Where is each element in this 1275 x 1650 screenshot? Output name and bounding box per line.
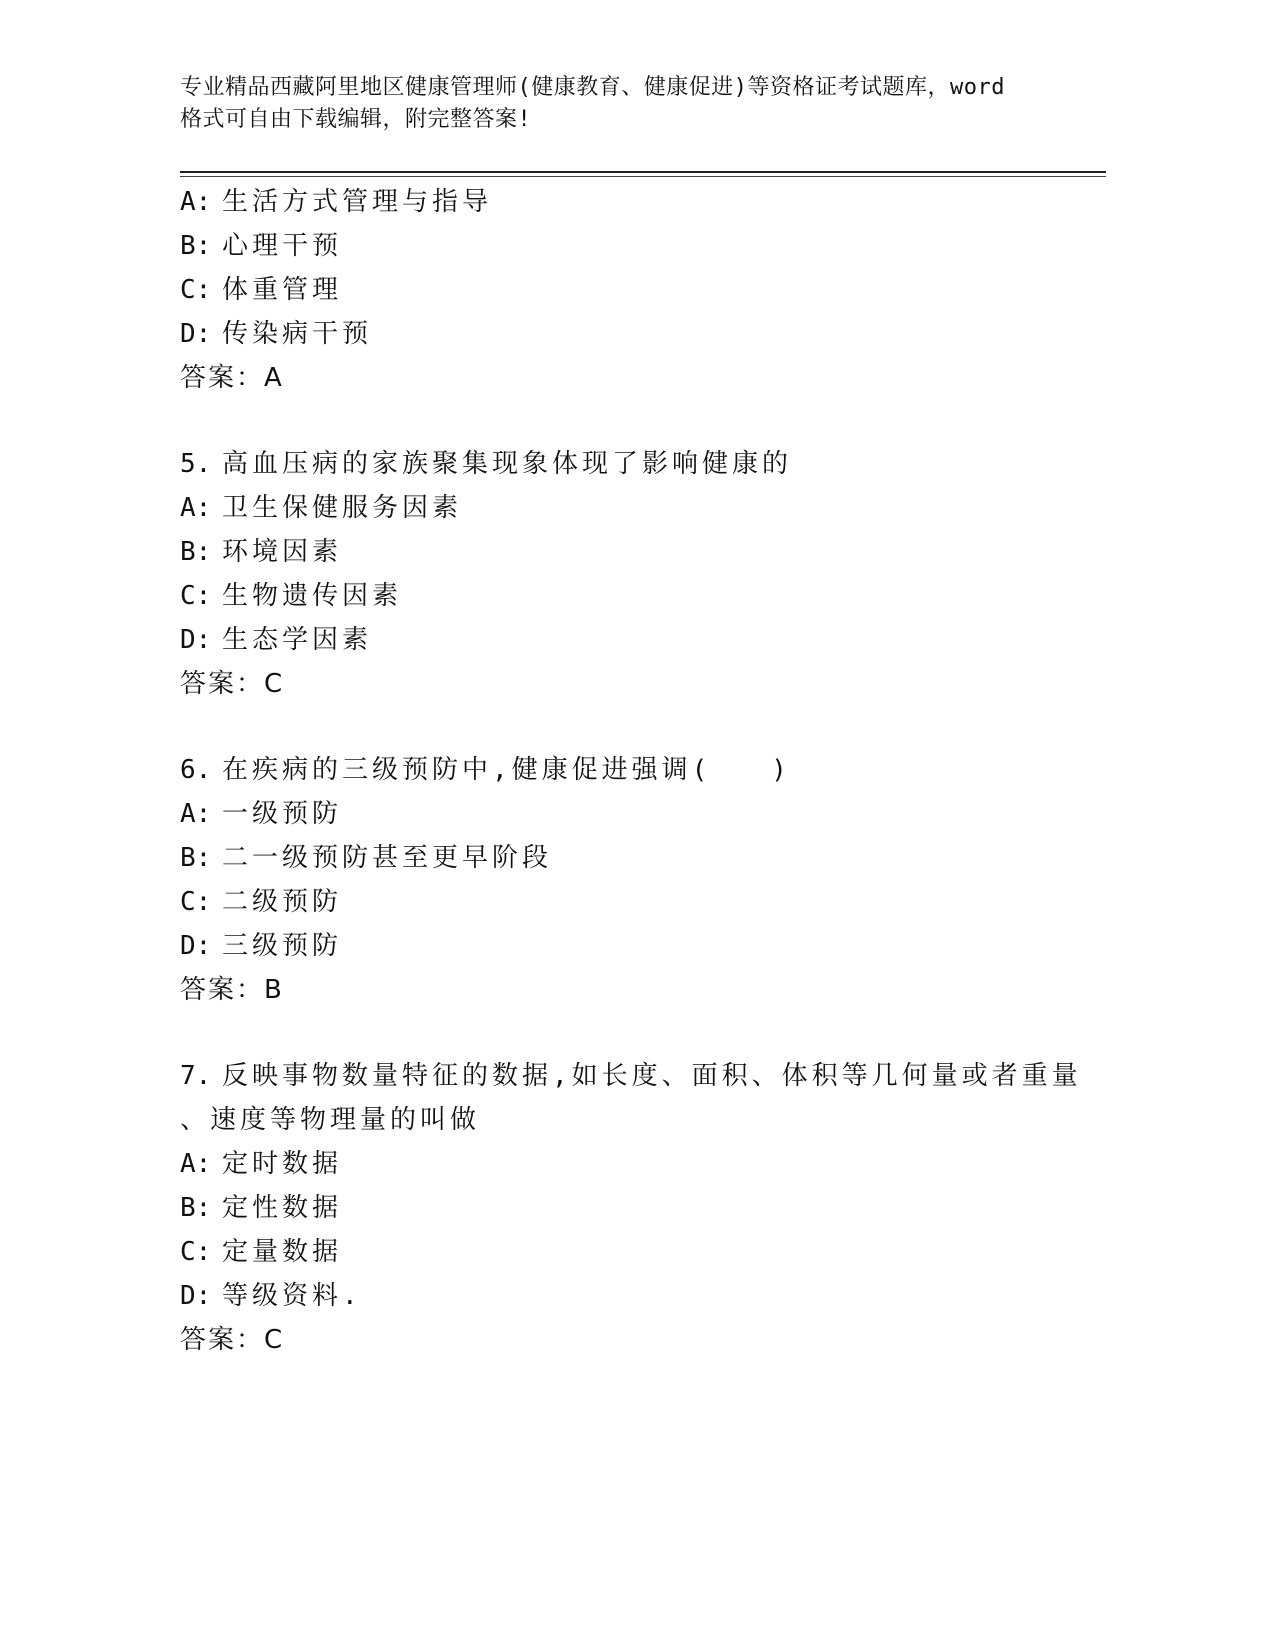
option-text: 生活方式管理与指导 (222, 187, 493, 217)
question-block-7 (180, 1054, 1080, 1362)
option-letter: B: (180, 231, 212, 261)
option-letter: C: (180, 581, 212, 611)
option-text: 环境因素 (222, 537, 343, 567)
question-stem-continued: 、速度等物理量的叫做 (180, 1105, 481, 1135)
option-text: 生态学因素 (222, 625, 373, 655)
answer-line: 答案：A (180, 363, 284, 393)
option-text: 等级资料. (222, 1281, 362, 1311)
answer-line: 答案：C (180, 669, 285, 699)
option-letter: A: (180, 799, 212, 829)
option-letter: C: (180, 1237, 212, 1267)
option-text: 体重管理 (222, 275, 343, 305)
option-c (180, 268, 1080, 312)
option-text: 三级预防 (222, 931, 343, 961)
option-d (180, 924, 1080, 968)
option-d (180, 1274, 1080, 1318)
answer-line: 答案：B (180, 975, 284, 1005)
question-stem (180, 1054, 1080, 1098)
header-divider-thick (180, 171, 1106, 173)
option-b (180, 1186, 1080, 1230)
option-letter: B: (180, 1193, 212, 1223)
option-a (180, 180, 1080, 224)
option-b (180, 224, 1080, 268)
option-letter: D: (180, 319, 212, 349)
option-text: 定性数据 (222, 1193, 343, 1223)
option-letter: D: (180, 625, 212, 655)
option-d (180, 312, 1080, 356)
question-number: 5. (180, 449, 212, 479)
question-number: 6. (180, 755, 212, 785)
option-letter: B: (180, 843, 212, 873)
option-c (180, 1230, 1080, 1274)
option-a (180, 1142, 1080, 1186)
option-letter: C: (180, 275, 212, 305)
document-header (180, 72, 1080, 136)
answer-line: 答案：C (180, 1325, 285, 1355)
question-block-5 (180, 442, 1080, 706)
spacer (180, 1012, 1080, 1054)
header-line-1: 专业精品西藏阿里地区健康管理师(健康教育、健康促进)等资格证考试题库，word (180, 75, 1005, 100)
option-text: 二级预防 (222, 887, 343, 917)
option-c (180, 880, 1080, 924)
option-text: 定时数据 (222, 1149, 343, 1179)
option-letter: A: (180, 1149, 212, 1179)
option-text: 卫生保健服务因素 (222, 493, 463, 523)
option-text: 心理干预 (222, 231, 343, 261)
question-text: 在疾病的三级预防中,健康促进强调( ) (222, 755, 791, 785)
question-number: 7. (180, 1061, 212, 1091)
option-a (180, 486, 1080, 530)
question-text: 反映事物数量特征的数据,如长度、面积、体积等几何量或者重量 (222, 1061, 1082, 1091)
option-a (180, 792, 1080, 836)
option-d (180, 618, 1080, 662)
header-line-2: 格式可自由下载编辑，附完整答案! (180, 107, 532, 132)
option-b (180, 836, 1080, 880)
header-divider-thin (180, 176, 1106, 177)
question-stem (180, 442, 1080, 486)
option-text: 传染病干预 (222, 319, 373, 349)
question-block-6 (180, 748, 1080, 1012)
option-text: 二一级预防甚至更早阶段 (222, 843, 553, 873)
option-letter: D: (180, 931, 212, 961)
option-letter: D: (180, 1281, 212, 1311)
option-text: 一级预防 (222, 799, 343, 829)
option-letter: A: (180, 187, 212, 217)
option-letter: C: (180, 887, 212, 917)
question-block-4 (180, 180, 1080, 400)
option-b (180, 530, 1080, 574)
option-text: 定量数据 (222, 1237, 343, 1267)
question-list (180, 180, 1080, 1362)
question-stem (180, 748, 1080, 792)
spacer (180, 400, 1080, 442)
question-text: 高血压病的家族聚集现象体现了影响健康的 (222, 449, 793, 479)
option-letter: A: (180, 493, 212, 523)
option-letter: B: (180, 537, 212, 567)
option-text: 生物遗传因素 (222, 581, 403, 611)
option-c (180, 574, 1080, 618)
spacer (180, 706, 1080, 748)
